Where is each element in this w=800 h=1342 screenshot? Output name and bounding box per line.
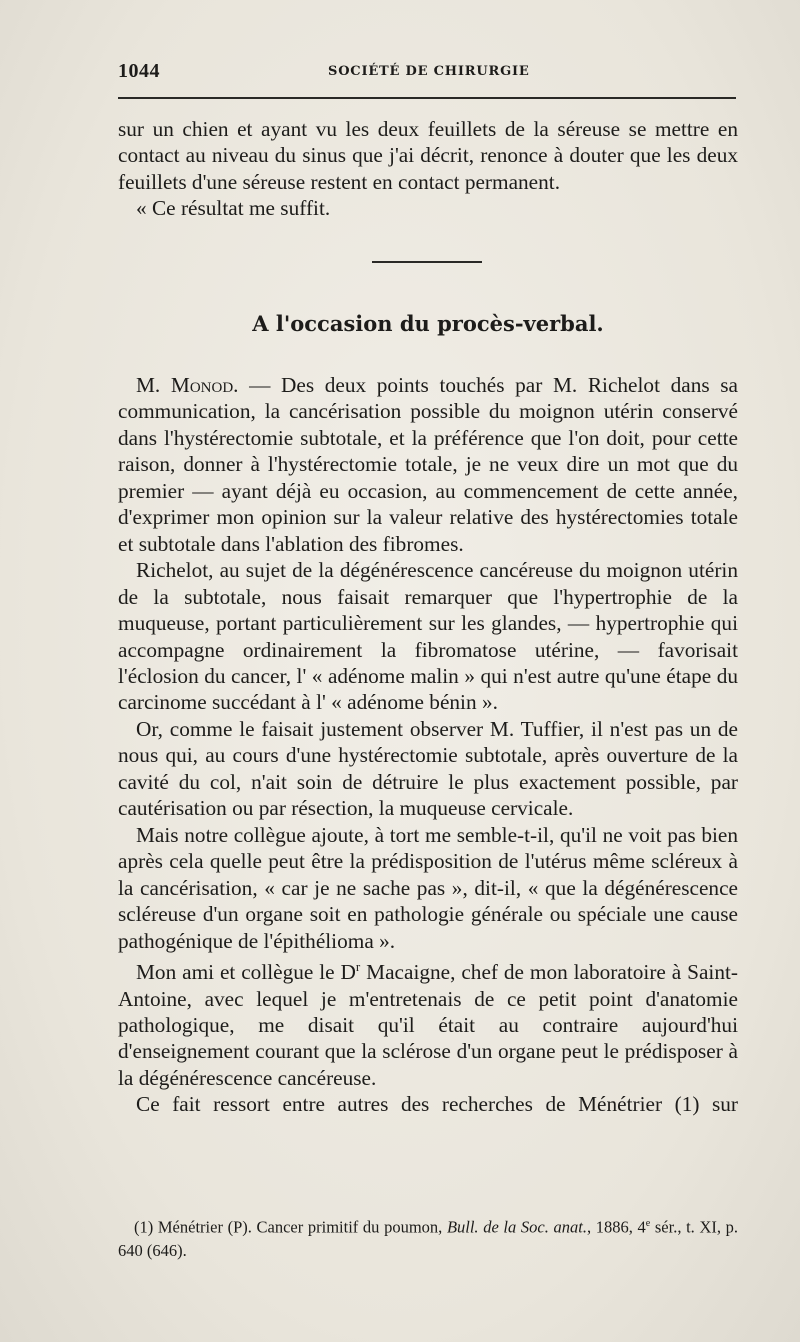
- page-number: 1044: [118, 60, 160, 82]
- section-divider: [372, 261, 482, 263]
- footnote: [118, 1212, 738, 1262]
- footnote-journal: Bull. de la Soc. anat.: [446, 1217, 587, 1237]
- continued-paragraph: sur un chien et ayant vu les deux feuillets de la séreuse se mettre en contact au niveau du sinus que j'ai décrit, renonce à douter que les deux feuillets d'une séreuse restent en contact permanent.: [118, 117, 738, 194]
- paragraph-objection: Mais notre collègue ajoute, à tort me semble-t-il, qu'il ne voit pas bien après cela quelle peut être la prédisposition de l'utérus même scléreux à la cancérisation, « car je ne sache pas », dit-il, « que la dégénérescence scléreuse d'un organe soit en pathologie générale ou spéciale une cause pathogénique de l'épithélioma ».: [118, 822, 738, 953]
- paragraph-macaigne-before: Mon ami et collègue le D: [136, 960, 356, 985]
- main-text: [118, 372, 738, 1118]
- continued-text: [118, 116, 738, 222]
- paragraph-macaigne-after: Macaigne, chef de mon laboratoire à Saint-Antoine, avec lequel je m'entretenais de ce petit point d'anatomie pathologique, me disait qu'il était au contraire aujourd'hui d'enseignement courant que la sclérose d'un organe peut le prédisposer à la dégénérescence cancéreuse.: [118, 960, 739, 1090]
- paragraph-monod: [118, 372, 738, 557]
- running-head: [118, 60, 736, 84]
- paragraph-richelot: Richelot, au sujet de la dégénérescence cancéreuse du moignon utérin de la subtotale, nous faisait remarquer que l'hypertrophie de la muqueuse, portant particulièrement sur les glandes, — hypertrophie qui accompagne ordinairement la fibromatose utérine, — favorisait l'éclosion du cancer, l' « adénome malin » qui n'est autre qu'une étape du carcinome succédant à l' « adénome bénin ».: [118, 558, 738, 715]
- footnote-series-suffix: e: [645, 1218, 651, 1229]
- running-title: SOCIÉTÉ DE CHIRURGIE: [328, 64, 530, 79]
- paragraph-macaigne: [118, 954, 738, 1091]
- footnote-1: [118, 1212, 738, 1262]
- footnote-citation: (1) Ménétrier (P). Cancer primitif du poumon,: [134, 1217, 447, 1237]
- paragraph-menetrier: Ce fait ressort entre autres des recherches de Ménétrier (1) sur: [136, 1092, 738, 1117]
- paragraph-tuffier: Or, comme le faisait justement observer M. Tuffier, il n'est pas un de nous qui, au cours d'une hystérectomie subtotale, après ouverture de la cavité du col, n'ait soin de détruire le plus exactement possible, par cautérisation ou par résection, la muqueuse cervicale.: [118, 716, 738, 821]
- doctor-superscript: r: [355, 958, 361, 974]
- quote-closing-line: « Ce résultat me suffit.: [136, 196, 331, 221]
- speaker-name: Monod: [170, 373, 234, 397]
- footnote-reference: sér., t. XI, p. 640 (646).: [118, 1217, 738, 1260]
- section-heading: A l'occasion du procès-verbal.: [252, 311, 604, 336]
- header-rule: [118, 97, 736, 99]
- footnote-series-number: 4: [637, 1217, 646, 1237]
- speaker-prefix: M.: [136, 373, 171, 397]
- footnote-year: , 1886,: [586, 1217, 638, 1237]
- paragraph-monod-text: . — Des deux points touchés par M. Richelot dans sa communication, la cancérisation possible du moignon utérin conservé dans l'hystérectomie subtotale, et la préférence que l'on doit, pour cette raison, donner à l'hystérectomie totale, je ne veux dire un mot que du premier — ayant déjà eu occasion, au commencement de cette année, d'exprimer mon opinion sur la valeur relative des hystérectomies totale et subtotale dans l'ablation des fibromes.: [118, 373, 738, 556]
